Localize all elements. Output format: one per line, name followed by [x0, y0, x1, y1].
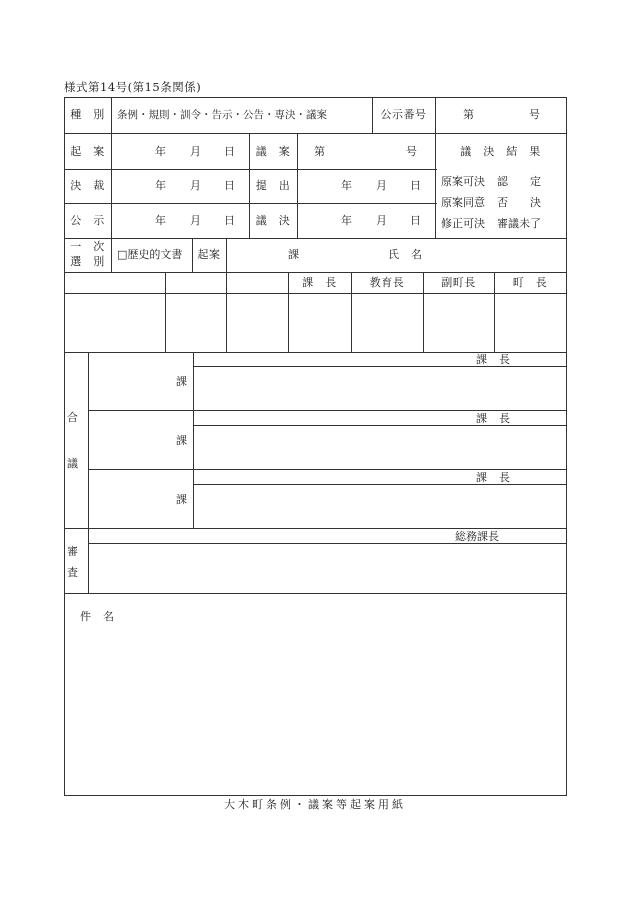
resolution-day: 日 [410, 214, 422, 227]
result-recognized: 認 定 [497, 175, 541, 188]
header-superintendent: 教育長 [369, 276, 405, 289]
draft-day: 日 [224, 145, 236, 158]
submission-month: 月 [376, 179, 388, 192]
primary-selection-label-2: 選 別 [70, 255, 105, 268]
footer-title: 大木町条例・議案等起案用紙 [224, 798, 406, 811]
result-original-pass: 原案可決 [441, 175, 485, 188]
approval-label: 決 裁 [70, 179, 105, 192]
drafter-section: 課 [288, 248, 300, 261]
primary-selection-label-1: 一 次 [70, 240, 105, 253]
result-rejected: 否 決 [497, 196, 541, 209]
publication-go: 号 [529, 108, 541, 121]
kind-value: 条例・規則・訓令・告示・公告・専決・議案 [117, 109, 327, 121]
draft-year: 年 [155, 145, 167, 158]
announcement-month: 月 [190, 214, 202, 227]
general-affairs-chief: 総務課長 [455, 530, 499, 543]
approval-month: 月 [190, 179, 202, 192]
approval-day: 日 [224, 179, 236, 192]
historic-document-checkbox[interactable]: □歴史的文書 [117, 248, 183, 261]
resolution-year: 年 [341, 214, 353, 227]
consultation-label-1: 合 [67, 411, 79, 424]
approval-year: 年 [155, 179, 167, 192]
vote-result-label: 議 決 結 果 [460, 145, 541, 158]
publication-number-label: 公示番号 [380, 108, 427, 121]
draft-label: 起 案 [70, 145, 105, 158]
bill-dai: 第 [314, 145, 326, 158]
consultation-label-2: 議 [67, 457, 79, 470]
drafter-name-label: 氏 名 [388, 248, 423, 261]
announcement-day: 日 [224, 214, 236, 227]
result-amended-pass: 修正可決 [441, 217, 485, 230]
submission-day: 日 [410, 179, 422, 192]
review-label-2: 査 [67, 566, 79, 579]
announcement-label: 公 示 [70, 214, 105, 227]
consult-3-chief: 課 長 [476, 471, 511, 484]
consult-1-chief: 課 長 [476, 353, 511, 366]
consult-1-section: 課 [176, 375, 188, 388]
header-deputy-mayor: 副町長 [441, 276, 476, 289]
submission-label: 提 出 [255, 179, 291, 192]
header-mayor: 町 長 [512, 276, 548, 289]
consult-3-section: 課 [176, 493, 188, 506]
result-original-consent: 原案同意 [441, 196, 485, 209]
publication-dai: 第 [463, 108, 475, 121]
submission-year: 年 [341, 179, 353, 192]
consult-2-section: 課 [176, 434, 188, 447]
subject-label: 件 名 [80, 610, 115, 623]
result-deliberation-incomplete: 審議未了 [497, 217, 541, 230]
bill-label: 議 案 [255, 145, 291, 158]
drafter-label: 起案 [197, 248, 221, 261]
resolution-month: 月 [376, 214, 388, 227]
review-label-1: 審 [67, 545, 79, 558]
consult-2-chief: 課 長 [476, 412, 511, 425]
header-section-chief: 課 長 [302, 276, 337, 289]
form-title: 様式第14号(第15条関係) [64, 80, 202, 94]
resolution-label: 議 決 [255, 214, 291, 227]
bill-go: 号 [406, 145, 418, 158]
announcement-year: 年 [155, 214, 167, 227]
kind-label: 種 別 [70, 108, 105, 121]
draft-month: 月 [190, 145, 202, 158]
